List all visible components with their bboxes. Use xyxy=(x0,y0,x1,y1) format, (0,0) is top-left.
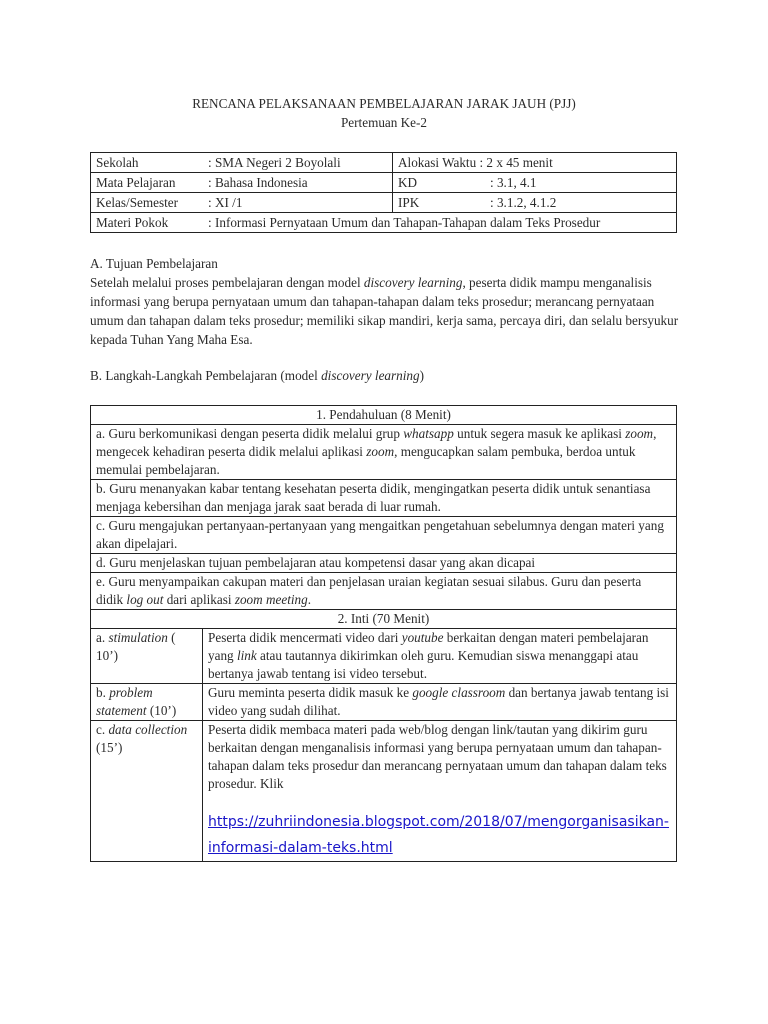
materi-label: Materi Pokok xyxy=(96,215,169,230)
section-b-heading xyxy=(90,366,690,385)
emphasis: zoom xyxy=(625,426,654,441)
info-row-kelas xyxy=(91,193,677,213)
problem-statement-text xyxy=(203,684,677,721)
table-row xyxy=(91,425,677,480)
kd-label: KD xyxy=(398,175,418,190)
mapel-value: : Bahasa Indonesia xyxy=(208,175,308,190)
table-row xyxy=(91,480,677,517)
info-cell xyxy=(393,193,677,213)
emphasis: google classroom xyxy=(412,685,506,700)
text: (10’) xyxy=(146,703,177,718)
emphasis: youtube xyxy=(401,630,444,645)
table-row xyxy=(91,406,677,425)
data-collection-label xyxy=(91,721,203,862)
steps-table xyxy=(90,405,677,862)
data-collection-text xyxy=(203,721,677,862)
emphasis: stimulation xyxy=(108,630,168,645)
text: Guru meminta peserta didik masuk ke xyxy=(208,685,413,700)
text: c. xyxy=(96,722,109,737)
text: Peserta didik mencermati video dari xyxy=(208,630,402,645)
pendahuluan-title: 1. Pendahuluan (8 Menit) xyxy=(91,406,677,425)
emphasis: data collection xyxy=(108,722,188,737)
alokasi-value: Alokasi Waktu : 2 x 45 menit xyxy=(398,155,553,170)
emphasis: link xyxy=(236,648,257,663)
stimulation-label xyxy=(91,629,203,684)
text: , peserta didik mampu menganalisis informasi yang berupa pernyataan umum dan tahapan-tahapan dalam teks prosedur; merancang pernyataan umum dan tahapan dalam teks prosedur; memiliki sikap mandiri, kerja sama, percaya diri, dan selalu bersyukur kepada Tuhan Yang Maha Esa. xyxy=(90,275,679,347)
inti-title: 2. Inti (70 Menit) xyxy=(91,610,677,629)
text: B. Langkah-Langkah Pembelajaran (model xyxy=(90,368,322,383)
info-cell xyxy=(91,213,677,233)
text: Setelah melalui proses pembelajaran dengan model xyxy=(90,275,364,290)
step-d: d. Guru menjelaskan tujuan pembelajaran atau kompetensi dasar yang akan dicapai xyxy=(91,554,677,573)
emphasis: discovery learning xyxy=(321,368,420,383)
mapel-label: Mata Pelajaran xyxy=(96,175,176,190)
section-tujuan xyxy=(90,254,680,349)
text: atau tautannya dikirimkan oleh guru. Kemudian siswa menanggapi atau bertanya jawab tentang isi video tersebut. xyxy=(208,648,639,681)
step-c: c. Guru mengajukan pertanyaan-pertanyaan yang mengaitkan pengetahuan sebelumnya dengan materi yang akan dipelajari. xyxy=(91,517,677,554)
text: dari aplikasi xyxy=(163,592,235,607)
emphasis: log out xyxy=(126,592,164,607)
table-row xyxy=(91,517,677,554)
text: untuk segera masuk ke aplikasi xyxy=(453,426,626,441)
step-b: b. Guru menanyakan kabar tentang kesehatan peserta didik, mengingatkan peserta didik untuk senantiasa menjaga kebersihan dan menjaga jarak saat berada di luar rumah. xyxy=(91,480,677,517)
info-cell xyxy=(91,193,393,213)
problem-statement-label xyxy=(91,684,203,721)
kelas-value: : XI /1 xyxy=(208,195,243,210)
emphasis: problem statement xyxy=(96,685,153,718)
table-row xyxy=(91,554,677,573)
emphasis: zoom xyxy=(366,444,395,459)
kelas-label: Kelas/Semester xyxy=(96,195,179,210)
info-cell xyxy=(393,173,677,193)
text: , mengucapkan salam pembuka, berdoa untuk memulai pembelajaran. xyxy=(96,444,636,477)
alokasi-cell xyxy=(393,153,677,173)
table-row xyxy=(91,610,677,629)
table-row xyxy=(91,684,677,721)
info-row-materi xyxy=(91,213,677,233)
text: (15’) xyxy=(96,740,123,755)
table-row xyxy=(91,721,677,862)
text: , mengecek kehadiran peserta didik melalui aplikasi xyxy=(96,426,657,459)
info-cell xyxy=(91,153,393,173)
text: ( 10’) xyxy=(96,630,176,663)
kd-value: : 3.1, 4.1 xyxy=(490,175,537,190)
table-row xyxy=(91,573,677,610)
page-subtitle: Pertemuan Ke-2 xyxy=(340,115,428,130)
text: b. xyxy=(96,685,110,700)
stimulation-text xyxy=(203,629,677,684)
text: e. Guru menyampaikan cakupan materi dan penjelasan uraian kegiatan sesuai silabus. Guru dan peserta didik xyxy=(96,574,642,607)
section-a-text xyxy=(90,275,678,347)
info-row-sekolah xyxy=(91,153,677,173)
materi-value: : Informasi Pernyataan Umum dan Tahapan-Tahapan dalam Teks Prosedur xyxy=(208,215,601,230)
sekolah-value: : SMA Negeri 2 Boyolali xyxy=(208,155,341,170)
step-e xyxy=(91,573,677,610)
text: a. Guru berkomunikasi dengan peserta didik melalui grup xyxy=(96,426,404,441)
text: Peserta didik membaca materi pada web/blog dengan link/tautan yang dikirim guru berkaitan dengan menganalisis informasi yang berupa pernyataan umum dan tahapan-tahapan dalam teks prosedur dan merancang pernyataan umum dan tahapan dalam teks prosedur. Klik xyxy=(208,722,667,791)
text: . xyxy=(307,592,312,607)
emphasis: zoom meeting xyxy=(234,592,308,607)
text: ) xyxy=(419,368,424,383)
text: dan bertanya jawab tentang isi video yang sudah dilihat. xyxy=(208,685,669,718)
table-row xyxy=(91,629,677,684)
text: a. xyxy=(96,630,109,645)
materi-link[interactable]: https://zuhriindonesia.blogspot.com/2018/07/mengorganisasikan-informasi-dalam-teks.html xyxy=(208,814,669,856)
emphasis: discovery learning xyxy=(363,275,463,290)
emphasis: whatsapp xyxy=(403,426,454,441)
page-title: RENCANA PELAKSANAAN PEMBELAJARAN JARAK JAUH (PJJ) xyxy=(192,96,576,111)
section-a-heading: A. Tujuan Pembelajaran xyxy=(90,256,218,271)
info-row-mapel xyxy=(91,173,677,193)
info-cell xyxy=(91,173,393,193)
info-table xyxy=(90,152,677,233)
ipk-value: : 3.1.2, 4.1.2 xyxy=(490,195,557,210)
step-a xyxy=(91,425,677,480)
text: berkaitan dengan materi pembelajaran yang xyxy=(208,630,649,663)
sekolah-label: Sekolah xyxy=(96,155,139,170)
ipk-label: IPK xyxy=(398,195,420,210)
